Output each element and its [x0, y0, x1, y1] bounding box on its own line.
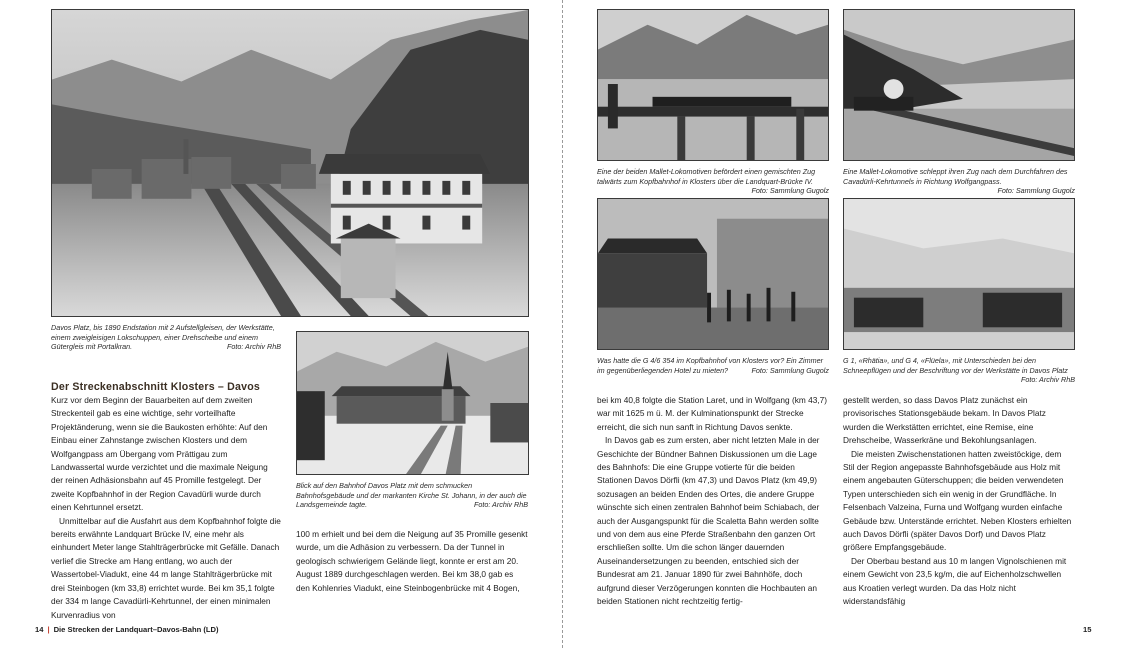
photo-mallet-bridge — [597, 9, 829, 161]
photo-credit: Foto: Sammlung Gugolz — [751, 365, 829, 375]
caption-mallet-bridge — [597, 167, 829, 196]
caption-text: Eine Mallet-Lokomotive schleppt ihren Zug nach dem Durchfahren des Cavadürli-Kehrtunnels in Richtung Wolfgangpass. — [843, 167, 1068, 186]
caption-rhaetia-flueela — [843, 356, 1075, 385]
right-text-column-2 — [843, 394, 1075, 607]
left-text-column-1 — [51, 394, 281, 620]
page-gutter — [562, 0, 563, 648]
photo-credit: Foto: Sammlung Gugolz — [751, 186, 829, 196]
caption-klosters-hotel — [597, 356, 829, 375]
caption-davos-platz-church — [296, 481, 528, 510]
photo-mallet-cavadurli — [843, 9, 1075, 161]
paragraph: 100 m erhielt und bei dem die Neigung auf 35 Promille gesenkt wurde, um die Adhäsion zu verbessern. Da der Tunnel in geologisch schwierigem Gelände liegt, konnte er erst am 20. August 1889 durchgeschlagen werden. Bei km 38,0 gab es den Kohlenries Viadukt, eine Steinbogenbrücke mit 4 Bogen, — [296, 529, 528, 593]
paragraph: gestellt werden, so dass Davos Platz zunächst ein provisorisches Stationsgebäude bekam. In Davos Platz wurden die Werkstätten errichtet, eine Remise, eine Drehscheibe, Wasserkräne und Bekohlungsanlagen. — [843, 395, 1046, 446]
caption-text: Blick auf den Bahnhof Davos Platz mit dem schmucken Bahnhofsgebäude und der markanten Kirche St. Johann, in der auch die Landsgemeinde tagte. — [296, 481, 527, 510]
right-text-column-1 — [597, 394, 829, 607]
paragraph: Die meisten Zwischenstationen hatten zweistöckige, dem Stil der Region angepasste Bahnhofsgebäude aus Holz mit einem angebauten Güterschuppen; die beiden verwendeten Typen unterschieden sich ein wenig in der Grundfläche. In Felsenbach Valzeina, Furna und Wolfgang wurden einfache Gebäude bzw. Unterstände errichtet. Neben Klosters erhielten auch Davos Dörfli (später Davos Dorf) und Davos Platz größere Empfangsgebäude. — [843, 448, 1072, 553]
caption-text: Eine der beiden Mallet-Lokomotiven befördert einen gemischten Zug talwärts zum Kopfbahnhof in Klosters über die Landquart-Brücke IV. — [597, 167, 816, 186]
photo-davos-platz-church — [296, 331, 529, 475]
photo-credit: Foto: Archiv RhB — [226, 342, 281, 352]
photo-klosters-hotel — [597, 198, 829, 350]
running-title: Die Strecken der Landquart–Davos-Bahn (LD) — [53, 625, 219, 634]
caption-text: G 1, «Rhätia», und G 4, «Flüela», mit Unterschieden bei den Schneepflügen und der Beschriftung vor der Werkstätte in Davos Platz — [843, 356, 1068, 375]
caption-mallet-cavadurli — [843, 167, 1075, 196]
photo-credit: Foto: Archiv RhB — [1020, 375, 1075, 385]
section-heading: Der Streckenabschnitt Klosters – Davos — [51, 381, 260, 393]
caption-text: Was hatte die G 4/6 354 im Kopfbahnhof von Klosters vor? Ein Zimmer im gegenüberliegenden Hotel zu mieten? — [597, 356, 823, 375]
paragraph: Unmittelbar auf die Ausfahrt aus dem Kopfbahnhof folgte die bereits erwähnte Landquart Brücke IV, eine mehr als einhundert Meter lange Stahlträgerbrücke mit Gefälle. Danach verlief die Strecke am Hang entlang, wo auch der Wassertobel-Viadukt, eine 44 m lange Stahlträgerbrücke mit drei Steinbogen (km 33,8) errichtet wurde. Bei km 35,1 folgte der 334 m lange Cavadürli-Kehrtunnel, der einen minimalen Kurvenradius von — [51, 515, 281, 620]
folio-separator: | — [47, 625, 50, 634]
photo-rhaetia-flueela — [843, 198, 1075, 350]
folio-right — [1083, 625, 1091, 634]
photo-davos-platz-station — [51, 9, 529, 317]
paragraph: Der Oberbau bestand aus 10 m langen Vignolschienen mit einem Gewicht von 23,5 kg/m, die auf Eichenholzschwellen aus Kroatien verlegt wurden. Da das Holz nicht widerstandsfähig — [843, 555, 1067, 607]
caption-text: Davos Platz, bis 1890 Endstation mit 2 Aufstellgleisen, der Werkstätte, einem zweigleisigen Lokschuppen, einer Drehscheibe und einem Gütergleis mit Portalkran. — [51, 323, 275, 352]
photo-credit: Foto: Sammlung Gugolz — [997, 186, 1075, 196]
page-number: 14 — [35, 625, 44, 634]
photo-credit: Foto: Archiv RhB — [473, 500, 528, 510]
left-text-column-2 — [296, 528, 528, 600]
caption-davos-platz-station — [51, 323, 281, 352]
paragraph: bei km 40,8 folgte die Station Laret, und in Wolfgang (km 43,7) war mit 1625 m ü. M. der Kulminationspunkt der Strecke erreicht, die sich nun sanft in Richtung Davos senkte. — [597, 395, 827, 432]
paragraph: Kurz vor dem Beginn der Bauarbeiten auf dem zweiten Streckenteil gab es eine wichtige, sehr vorteilhafte Projektänderung, wenn sie die Baukosten erhöhte: Auf den Einbau einer Zahnstange zwischen Klosters und dem Wolfgangpass am Übergang vom Prättigau zum Landwassertal wurde verzichtet und die maximale Neigung der reinen Adhäsionsbahn auf 45 Promille festgelegt. Der zweite Kopfbahnhof in der Region Cavadürli wurde durch einen Kehrtunnel ersetzt. — [51, 395, 268, 513]
folio-left — [35, 625, 219, 634]
paragraph: In Davos gab es zum ersten, aber nicht letzten Male in der Geschichte der Bündner Bahnen Diskussionen um die Lage des Bahnhofs: Die eine Gruppe votierte für die beiden Stationen Davos Dörfli (km 47,3) und Davos Platz (km 49,9) sozusagen an beiden Enden des Ortes, die andere Gruppe wünschte sich einen zentralen Bahnhof beim Schiabach, der auch der Ausgangspunkt für die Scaletta Bahn werden sollte und von dem aus eine Pferde Straßenbahn den ganzen Ort erschließen sollte. Um die schon länger dauernden Auseinandersetzungen zu beenden, entschied sich der Bundesrat am 21. Januar 1890 für zwei Bahnhöfe, doch aufgrund dieser Verzögerungen konnten die Hochbauten an beiden Stationen nicht rechtzeitig fertig- — [597, 435, 820, 607]
page-number: 15 — [1083, 625, 1092, 634]
